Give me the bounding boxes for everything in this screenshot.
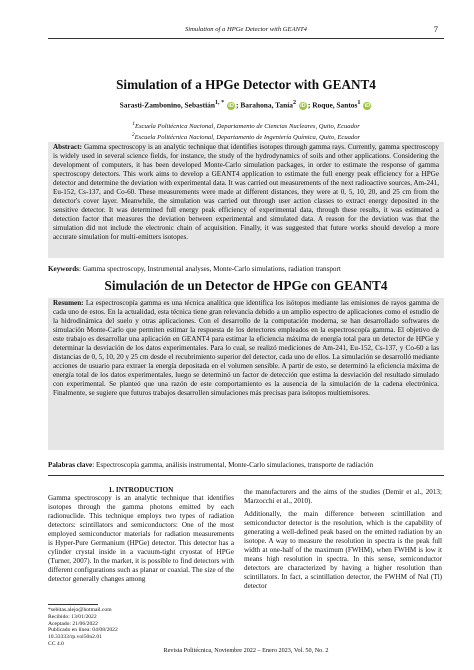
section-rule	[48, 475, 444, 476]
footnote-license: CC 4.0	[48, 640, 64, 647]
keywords-label: Keywords	[48, 265, 79, 273]
footnote-accepted: Aceptado: 21/06/2022	[48, 620, 98, 627]
resumen-text: La espectroscopía gamma es una técnica analítica que identifica los isótopos mediante las emisiones de rayos gamma de cada uno de estos. En la actualidad, esta técnica tiene gran relevancia debido a un amplio espectro de aplicaciones como el estudio de la hidrodinámica del suelo y otras aplicaciones. Con el desarrollo de la computación moderna, se han desarrollado softwares de simulación Monte-Carlo que permiten estimar la respuesta de los detectores empleados en la espectroscopía gamma. El objetivo de este trabajo es desarrollar una aplicación en GEANT4 para estimar la eficiencia máxima de energía total para un detector de HPGe y determinar la desviación de los datos experimentales. Para lo cual, se realizó mediciones de Am-241, Eu-152, Cs-137, y Co-60 a las distancias de 0, 5, 10, 20 y 25 cm desde el recubrimiento superior del detector, cada uno de ellos. La simulación se desarrolló mediante acciones de usuario para extraer la energía depositada en el volumen sensible. A partir de esto, se determinó la eficiencia máxima de energía total de los datos experimentales, luego se determinó un factor de detección que estima la desviación del resultado simulado con experimental. Se planteó que una razón de este comportamiento es la ausencia de la simulación de la cadena electrónica. Finalmente, se sugiere que futuros trabajos desarrollen simulaciones más precisas para isótopos multiemisores.	[53, 299, 439, 398]
abstract-label: Abstract:	[53, 143, 82, 151]
article-title-spanish: Simulación de un Detector de HPGe con GEANT4	[104, 278, 388, 293]
affiliation-line	[48, 120, 444, 131]
affiliation-text: Escuela Politécnica Nacional, Departamento de Ingeniería Química, Quito, Ecuador	[134, 134, 361, 142]
author-affiliation-mark: 2	[292, 100, 297, 106]
resumen-box	[48, 298, 444, 450]
running-header	[48, 26, 444, 38]
palabras-label: Palabras clave	[48, 461, 93, 469]
author-affiliation-mark: 1, *	[214, 100, 225, 106]
orcid-icon[interactable]: iD	[228, 102, 234, 109]
footnote-doi[interactable]: 10.33333/rp.vol50n2.01	[48, 634, 102, 641]
section-heading: 1. INTRODUCTION	[108, 486, 174, 494]
article-title-english: Simulation of a HPGe Detector with GEANT4	[116, 77, 376, 92]
author-name: Roque, Santos	[312, 100, 358, 110]
author-separator: ;	[236, 100, 241, 110]
resumen-label: Resumen:	[53, 299, 84, 307]
resumen-paragraph	[53, 299, 439, 399]
footnote-received: Recibido: 13/01/2022	[48, 613, 97, 620]
affiliation-text: Escuela Politécnica Nacional, Departamento de Ciencias Nucleares, Quito, Ecuador	[134, 123, 360, 131]
palabras-text: : Espectroscopía gamma, análisis instrumental, Monte-Carlo simulaciones, transporte de radiación	[92, 461, 374, 469]
affiliation-mark: 2	[131, 132, 135, 139]
author-name: Barahona, Tanía	[240, 100, 293, 110]
author-list	[48, 100, 444, 110]
left-column	[48, 494, 234, 588]
affiliations	[48, 120, 444, 142]
body-paragraph: Gamma spectroscopy is an analytic technique that identifies isotopes through the gamma photons emitted by each radionuclide. This technique employs two types of radiation detectors: scintillators and semiconductors: One of the most employed semiconductor materials for radiation measurements is Hyper-Pure Germanium (HPGe) detector. This detector has a cylinder crystal inside in a vacuum-tight cryostat of HPGe (Turner, 2007). In the market, it is possible to find detectors with different configurations such as planar or coaxial. The size of the detector generally changes among	[48, 494, 234, 584]
affiliation-line	[48, 131, 444, 142]
orcid-icon[interactable]: iD	[364, 102, 371, 109]
body-paragraph: Additionally, the main difference between scintillation and semiconductor detector is the resolution, which is the capability of generating a well-defined peak based on the emitted radiation by an isotope. A way to measure the resolution in spectra is the peak full width at one-half of the maximum (FWHM), when FWHM is low it means high resolution in spectra. In this sense, semiconductor detectors are characterized by having a higher resolution than scintillators. In fact, a scintillation detector, the FWHM of NaI (Tl) detector	[244, 510, 442, 591]
orcid-icon[interactable]: iD	[300, 102, 306, 109]
abstract-paragraph	[53, 143, 439, 243]
footnotes	[48, 607, 118, 648]
right-column	[244, 488, 442, 596]
page-footer: Revista Politécnica, Noviembre 2022 – Enero 2023, Vol. 50, No. 2	[163, 647, 329, 654]
body-paragraph: the manufacturers and the aims of the studies (Demir et al., 2013; Marzocchi et al., 2010).	[244, 488, 442, 506]
footnote-email[interactable]: *sebitas.alejo@hotmail.com	[48, 607, 112, 613]
keywords-spanish	[48, 461, 444, 469]
author-name: Sarasti-Zambonino, Sebastián	[119, 100, 215, 110]
author-affiliation-mark: 1	[357, 100, 361, 106]
footnote-rule	[48, 604, 98, 605]
abstract-box	[48, 142, 444, 258]
page-number: 7	[433, 24, 438, 34]
footnote-published: Publicado en línea: 04/08/2022	[48, 627, 118, 634]
keywords-english	[48, 265, 444, 273]
header-rule	[48, 38, 444, 39]
abstract-text: Gamma spectroscopy is an analytic technique that identifies isotopes through gamma rays. Currently, gamma spectroscopy is widely used in several science fields, for instance, the study of the hydrodynamics of soils and other applications. Considering the development of computers, it has been developed Monte-Carlo simulation packages, in order to estimate the response of gamma spectroscopy detectors. This work aims to develop a GEANT4 application to estimate the full energy peak efficiency for a HPGe detector and determine the deviation with experimental data. It was carried out measurements of the next radioactive sources, Am-241, Eu-152, Cs-137, and Co-60. These measurements were made at different distances, they were at 0, 5, 10, 20, and 25 cm from the detector's cover layer. Meanwhile, the simulation was carried out through user action classes to extract energy deposited in the sensitive detector. It was determined full energy peak efficiency of experimental data, through these results, it was estimated a detection factor that measures the deviation between experimental and simulated data. A reason for the deviation was that the simulation did not include the electronic chain of acquisition. Finally, it was suggested that future works should develop a more accurate simulation for multi-emitters isotopes.	[53, 143, 439, 242]
affiliation-mark: 1	[132, 121, 135, 127]
author-separator: ;	[307, 100, 313, 110]
running-title: Simulation of a HPGe Detector with GEANT4	[185, 26, 307, 33]
keywords-text: : Gamma spectroscopy, Instrumental analyses, Monte-Carlo simulations, radiation transport	[78, 265, 341, 273]
